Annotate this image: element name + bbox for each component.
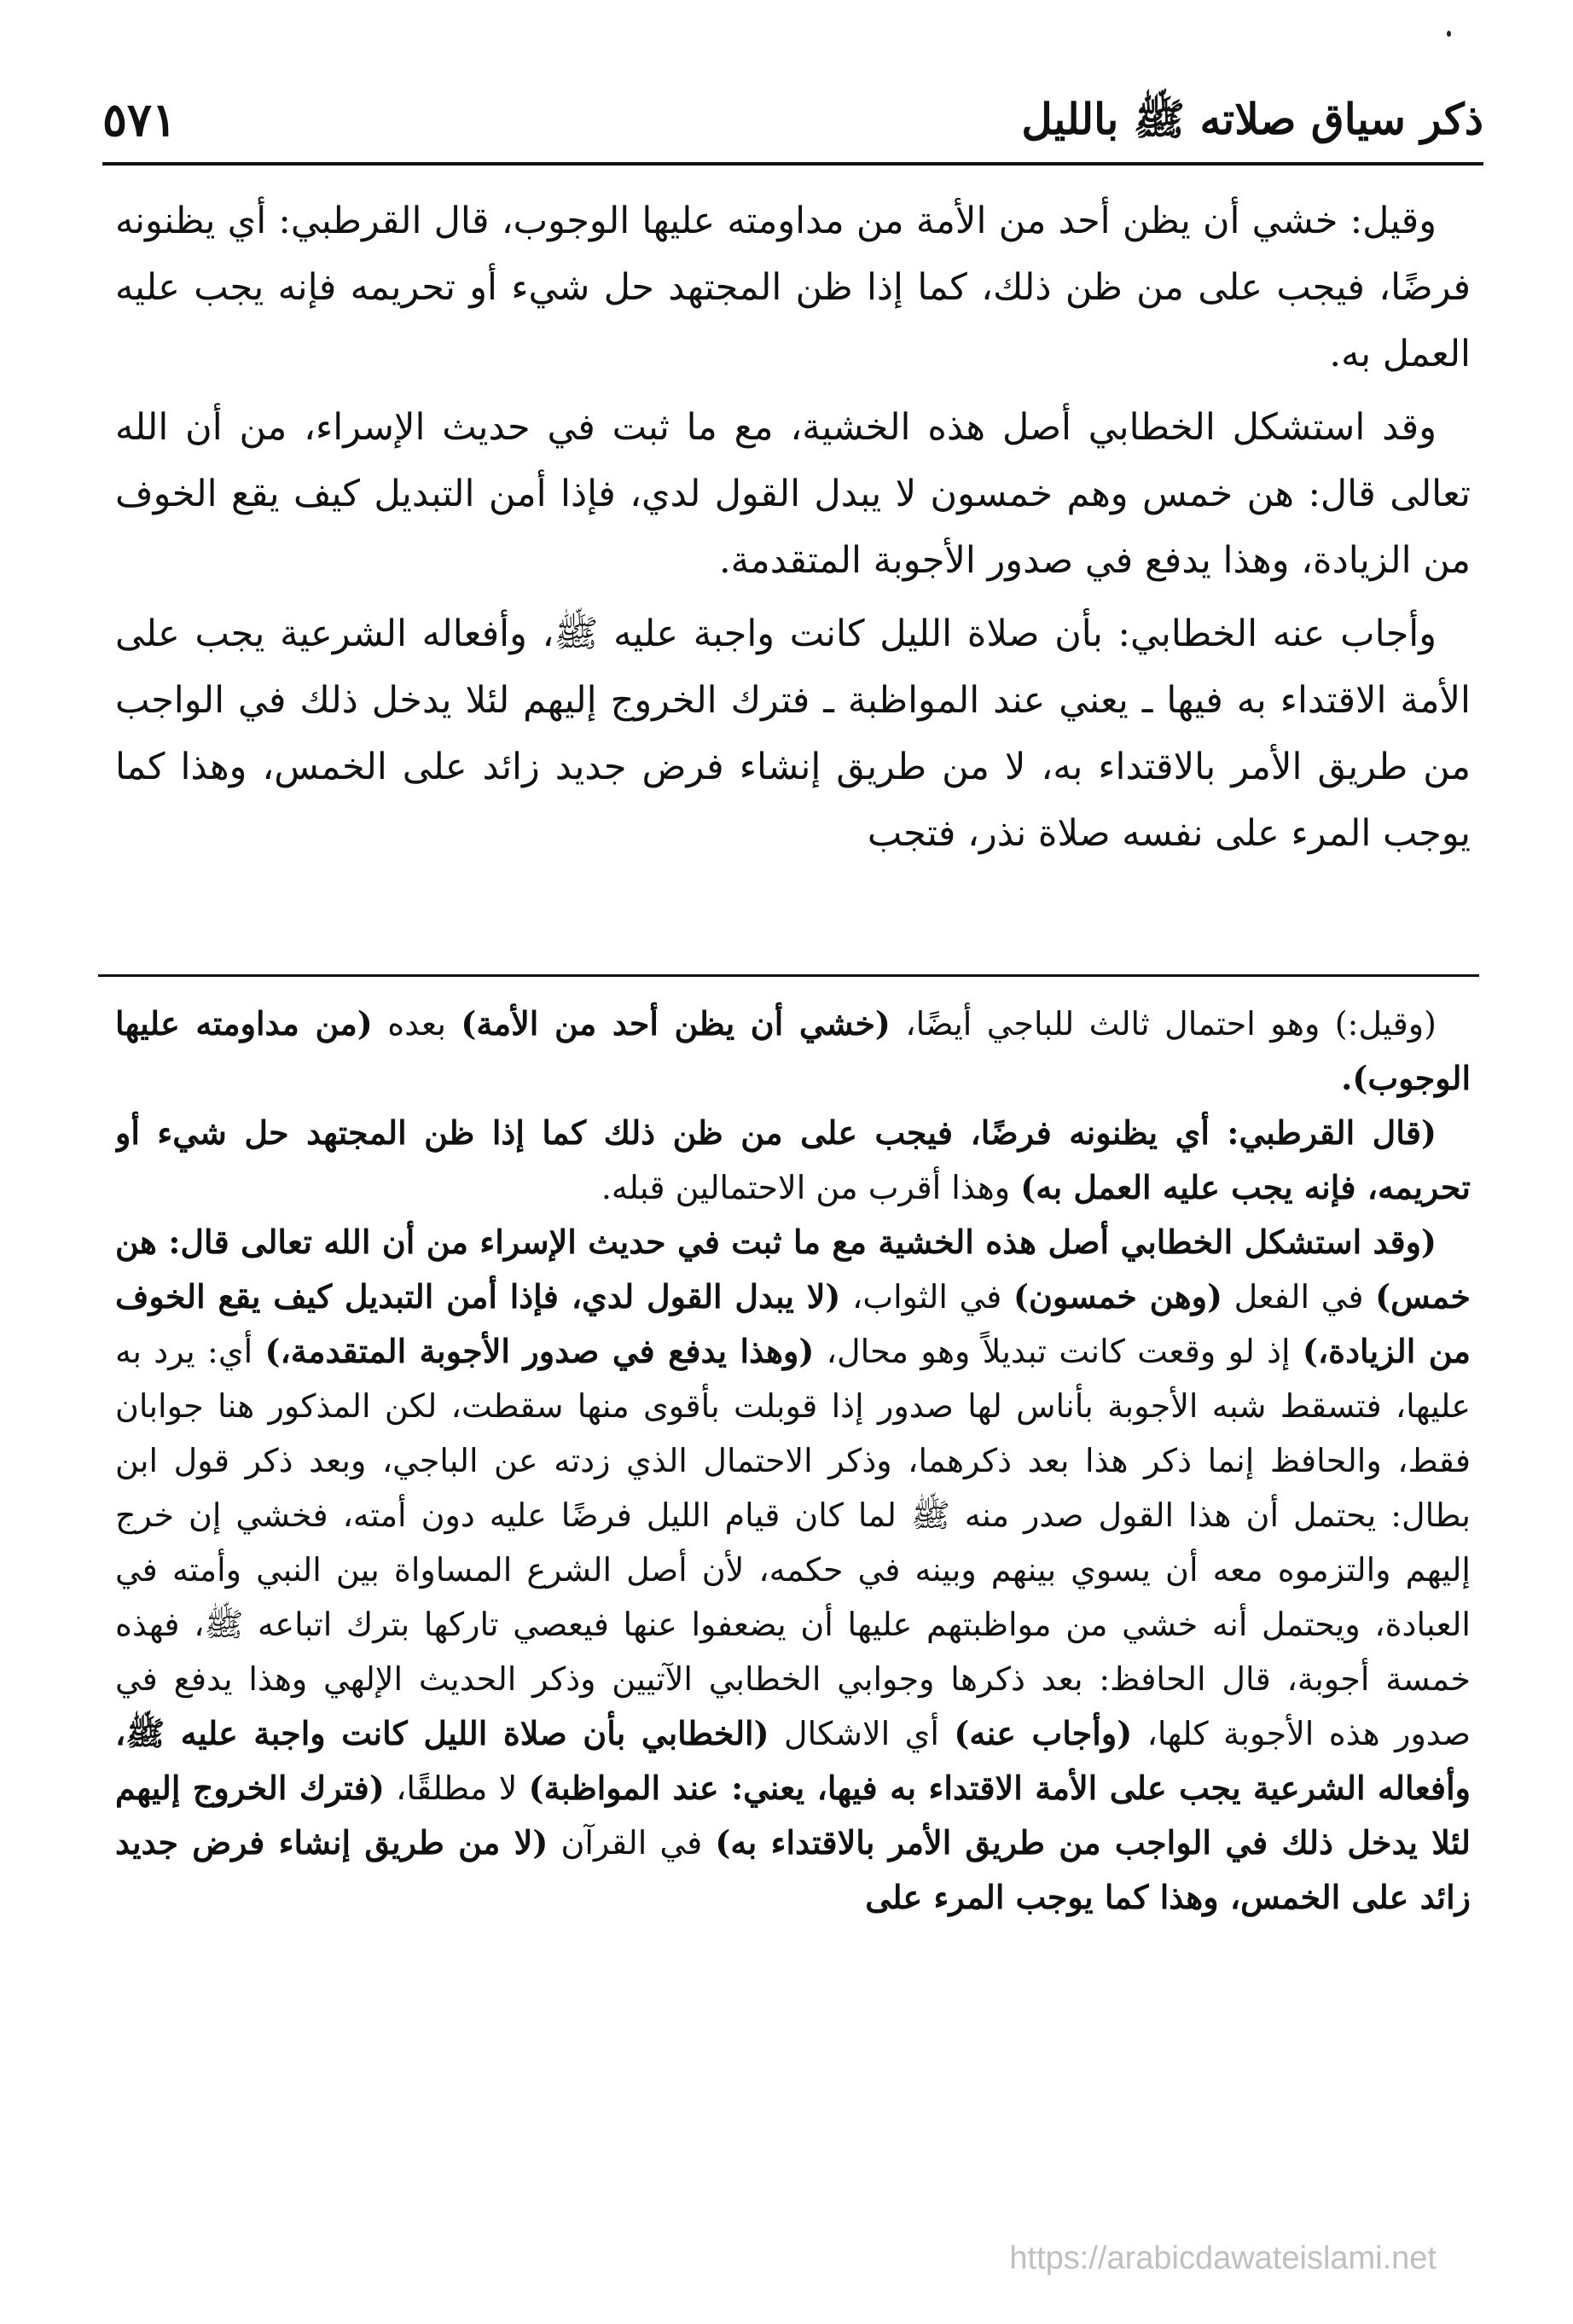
header-rule <box>102 162 1483 166</box>
commentary-text: إذ لو وقعت كانت تبديلاً وهو محال، <box>814 1333 1303 1370</box>
commentary-quote: (وأجاب عنه) <box>954 1714 1133 1752</box>
commentary <box>115 996 1471 2208</box>
page-header <box>102 81 1483 158</box>
main-paragraph-1: وقيل: خشي أن يظن أحد من الأمة من مداومته عليها الوجوب، قال القرطبي: أي يظنونه فرضًا، فيجب على من ظن ذلك، كما إذا ظن المجتهد حل شيء أو تحريمه فإنه يجب عليه العمل به. <box>115 200 1471 375</box>
commentary-text: لا مطلقًا، <box>384 1769 529 1807</box>
commentary-text: في الثواب، <box>840 1278 1013 1316</box>
commentary-quote: (لا يبدل القول لدي، فإذا أمن التبديل كيف يقع الخوف من الزيادة،) <box>115 1277 1471 1370</box>
commentary-quote: (وهن خمسون) <box>1013 1277 1222 1316</box>
commentary-quote: (لا من طريق إنشاء فرض جديد زائد على الخمس، وهذا كما يوجب المرء على <box>115 1823 1471 1916</box>
page-number: ٥٧١ <box>102 92 177 147</box>
commentary-text: وهذا أقرب من الاحتمالين قبله. <box>601 1169 1021 1206</box>
commentary-quote: (وهذا يدفع في صدور الأجوبة المتقدمة،) <box>264 1332 815 1370</box>
main-text <box>115 188 1471 956</box>
main-paragraph-3: وأجاب عنه الخطابي: بأن صلاة الليل كانت واجبة عليه ﷺ، وأفعاله الشرعية يجب على الأمة الاقتداء به فيها ـ يعني عند المواظبة ـ فترك الخروج إليهم لئلا يدخل ذلك في الواجب من طريق الأمر بالاقتداء به، لا من طريق إنشاء فرض جديد زائد على الخمس، وهذا كما يوجب المرء على نفسه صلاة نذر، فتجب <box>115 613 1471 855</box>
commentary-text: أي: يرد به عليها، فتسقط شبه الأجوبة بأناس لها صدور إذا قوبلت بأقوى منها سقطت، لكن المذكور هنا جوابان فقط، والحافظ إنما ذكر هذا بعد ذكرهما، وذكر الاحتمال الذي زدته عن الباجي، وبعد ذكر قول ابن بطال: يحتمل أن هذا القول صدر منه ﷺ لما كان قيام الليل فرضًا عليه دون أمته، فخشي إن خرج إليهم والتزموه معه أن يسوي بينهم وبينه في حكمه، لأن أصل الشرع المساواة بين النبي وأمته في العبادة، ويحتمل أنه خشي من مواظبتهم عليها أن يضعفوا عنها فيعصي تاركها بترك اتباعه ﷺ، فهذه خمسة أجوبة، قال الحافظ: بعد ذكرها وجوابي الخطابي الآتيين وذكر الحديث الإلهي وهذا يدفع في صدور هذه الأجوبة كلها، <box>115 1333 1471 1752</box>
commentary-text: (وقيل:) وهو احتمال ثالث للباجي أيضًا، <box>890 1005 1437 1043</box>
scan-speck <box>1447 31 1451 37</box>
commentary-quote: (وقد استشكل الخطابي أصل هذه الخشية مع ما ثبت في حديث الإسراء من أن الله تعالى قال: هن خمس) <box>115 1223 1471 1316</box>
commentary-text: أي الاشكال <box>769 1715 955 1752</box>
commentary-quote: (من مداومته عليها الوجوب). <box>115 1004 1471 1097</box>
commentary-text: بعده <box>372 1005 461 1043</box>
commentary-text: في الفعل <box>1222 1278 1376 1316</box>
commentary-quote: (خشي أن يظن أحد من الأمة) <box>461 1004 891 1043</box>
commentary-text: في القرآن <box>548 1824 716 1862</box>
watermark-url: https://arabicdawateislami.net <box>1009 2240 1437 2276</box>
commentary-paragraph-1 <box>115 996 1471 1106</box>
commentary-separator <box>98 974 1479 977</box>
commentary-paragraph-3 <box>115 1215 1471 1925</box>
commentary-quote: (قال القرطبي: أي يظنونه فرضًا، فيجب على من ظن ذلك كما إذا ظن المجتهد حل شيء أو تحريمه، فإنه يجب عليه العمل به) <box>115 1113 1471 1206</box>
running-title: ذكر سياق صلاته ﷺ بالليل <box>1021 94 1483 144</box>
commentary-quote: (الخطابي بأن صلاة الليل كانت واجبة عليه ﷺ، وأفعاله الشرعية يجب على الأمة الاقتداء به فيها، يعني: عند المواظبة) <box>115 1714 1471 1807</box>
main-paragraph-2: وقد استشكل الخطابي أصل هذه الخشية، مع ما ثبت في حديث الإسراء، من أن الله تعالى قال: هن خمس وهم خمسون لا يبدل القول لدي، فإذا أمن التبديل كيف يقع الخوف من الزيادة، وهذا يدفع في صدور الأجوبة المتقدمة. <box>115 406 1471 582</box>
commentary-paragraph-2 <box>115 1106 1471 1215</box>
commentary-quote: (فترك الخروج إليهم لئلا يدخل ذلك في الواجب من طريق الأمر بالاقتداء به) <box>115 1769 1471 1862</box>
